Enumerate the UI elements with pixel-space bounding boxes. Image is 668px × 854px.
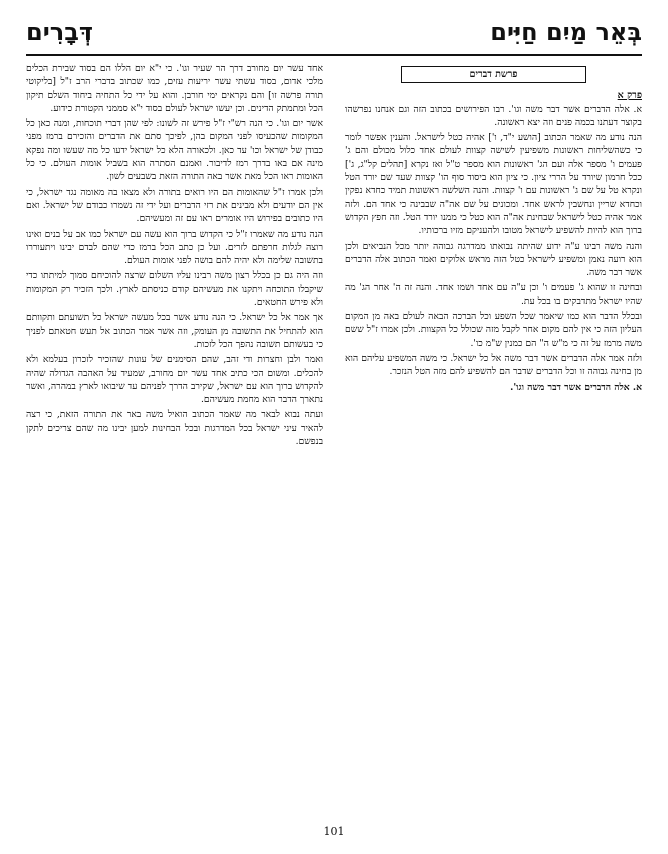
paragraph: ואמר ולבן וחצרות ודי זהב, שהם הסימנים של עונות שהזכיר לזכרון בעלמא ולא להכלים. ומשום הכי כתיב אחד עשר יום מחורב, שמעיד על האהבה הגדולה שהיה להקדוש ברוך הוא עם ישראל, שקירב הדרך לפניהם עד שיבואו לארץ במהרה, ואשר נתארך הדבר הוא מחמת מעשיהם.	[26, 354, 323, 406]
lead-heading: א. אלה הדברים אשר דבר משה וגו'.	[510, 381, 642, 393]
paragraph: א. אלה הדברים אשר דבר משה וגו'. רבו הפירושים בכתוב הזה וגם אנחנו נפרשהו בקוצר דעתנו בכמה פנים וזה יצא ראשונה.	[345, 103, 642, 128]
text-columns	[26, 62, 642, 812]
paragraph: אך אמר אל כל ישראל. כי הנה נודע אשר בכל מעשה ישראל כל תשועתם ותקוותם הוא להתחיל את התשובה מן העומק, וזה אשר אמר הכתוב אל תעש חטאתם לפניך כי בעשותם תשובה נהפך הכל לזכות.	[26, 312, 323, 350]
left-column	[26, 62, 323, 812]
paragraph: הנה נודע מה שאמרו ז"ל כי הקדוש ברוך הוא עשה עם ישראל כמו אב על בנים ואינו רוצה לגלות חרפתם לזרים. ועל כן כתב הכל ברמז כדי שהם לבדם יבינו ויתעוררו בתשובה שלימה ולא יהיה להם בושה לפני אומות העולם.	[26, 228, 323, 267]
paragraph: וזה היה גם כן בכלל רצון משה רבינו עליו השלום שרצה להוכיחם סמוך למיתתו כדי שיקבלו התוכחה ויתקנו את מעשיהם קודם כניסתם לארץ. ולכך הזכיר רק המקומות ולא פירש החטאים.	[26, 270, 323, 309]
section-title: דְּבָרִים	[26, 18, 93, 46]
parasha-heading: פרשת דברים	[401, 66, 586, 83]
paragraph: אשר יום וגו'. כי הנה רש"י ז"ל פירש זה לשונו: לפי שהן דברי תוכחות, ומנה כאן כל המקומות שהכעיסו לפני המקום בהן, לפיכך סתם את הדברים והזכירם ברמז מפני כבודן של ישראל וכו' עד כאן. ולכאורה הלא כל ישראל ידעו כל מה שעשו ומה נפקא מינה אם באו בדרך רמז לדיבור. ואמנם הסתרה הוא בשביל אומות העולם. כי כל האומות ראו הכל מאת אשר באה התורה הזאת בשבעים לשון.	[26, 118, 323, 183]
paragraph: ובכלל הדבר הוא כמו שיאמר שכל השפע וכל הברכה הבאה לעולם באה מן המקום העליון הזה כי אין להם מקום אחר לקבל מזה שכולל כל הקצוות. ולכן אמרו ז"ל ששם משה מרמז על זה כי מ"ש ה" הם כמנין ש"מ כו'.	[345, 311, 642, 349]
paragraph: אחד עשר יום מחורב דרך הר שעיר וגו'. כי י"א יום הללו הם בסוד שבירת הכלים מלכי אדום, בסוד עשתי עשר יריעות עזים, כמו שכתוב בדברי הרב ז"ל [בליקוטי תורה פרשה זו] והם נקראים ימי חורבן. והוא על ידי כל התחיה ביחוד השלם תיקון הכל ומתמתק הדינים. וכן יעשו ישראל לעולם בסוד י"א סממני הקטורת כידוע.	[26, 63, 323, 114]
page-number: 101	[323, 825, 345, 838]
paragraph: הנה נודע מה שאמר הכתוב [הושע י"ד, ו'] אהיה כטל לישראל. והענין אפשר לומר כי כשהשליחות ראשונות משפיעין לשישה קצוות לעולם אחד כלול מכולם והם ג' פעמים ו' מספר אלה ועם הג' ראשונות הוא מספר ט"ל ואז נקרא [תהלים קל"ג, ג'] ככל חרמון שיורד על הררי ציון. כי ציון הוא ביסוד סוף הו' קצוות שעד שם יורד הטל ונקרא טל על שם ג' ראשונות עם ו' קצוות. והנה השלשה ראשונות תמיד כחדא נפקין וכחדא שריין ונחשבין לראש אחד. ומכונים על שם אה"ה שבבינה כי אחד הם. ולזה אמר אהיה כטל לישראל שבחינת אה"ה הוא כטל כי ממנו יורד הטל. וזה חפץ הקדוש ברוך הוא להיות להשפיע לישראל מטובו ולהעניקם מזיו ברכותיו.	[345, 132, 642, 237]
paragraph: והנה משה רבינו ע"ה ידוע שהיתה נבואתו ממדרגה גבוהה יותר מכל הנביאים ולכן הוא רועה נאמן ומשפיע לישראל כטל הזה מראש אלוקים ואמר הכתוב אלה הדברים אשר דבר משה.	[345, 240, 642, 279]
paragraph: ועתה נבוא לבאר מה שאמר הכתוב הואיל משה באר את התורה הזאת, כי רצה להאיר עיני ישראל בכל המדרגות ובכל הבחינות למען יבינו מה שהם צריכים לתקן בנפשם.	[26, 409, 323, 448]
perek-heading: פרק א	[617, 90, 642, 102]
paragraph: ובחינה זו שהוא ג' פעמים ו' וכן ע"ה עם אחד ושמו אחד. והנה זה ה' אחר הג' מה שהיו ישראל מתדבקים בו בכל עת.	[345, 282, 642, 307]
header-rule	[26, 54, 642, 56]
book-title: בְּאֵר מַיִם חַיִּים	[490, 18, 642, 46]
paragraph: ולכן אמרו ז"ל שהאומות הם היו רואים בתורה ולא מצאו בה מאומה נגד ישראל, כי אין הם יודעים ולא מבינים את רזי הדברים ועל ידי זה נשמרו כבודם של ישראל. ואם היו כתובים בפירוש היו אומרים ראו עם זה ומעשיהם.	[26, 186, 323, 225]
paragraph: ולזה אמר אלה הדברים אשר דבר משה אל כל ישראל. כי משה המשפיע עליהם הוא מן בחינה גבוהה זו וכל הדברים שדבר הם להשפיע להם מזה הטל הנזכר.	[345, 352, 642, 378]
right-column	[345, 62, 642, 812]
page-header	[26, 18, 642, 52]
